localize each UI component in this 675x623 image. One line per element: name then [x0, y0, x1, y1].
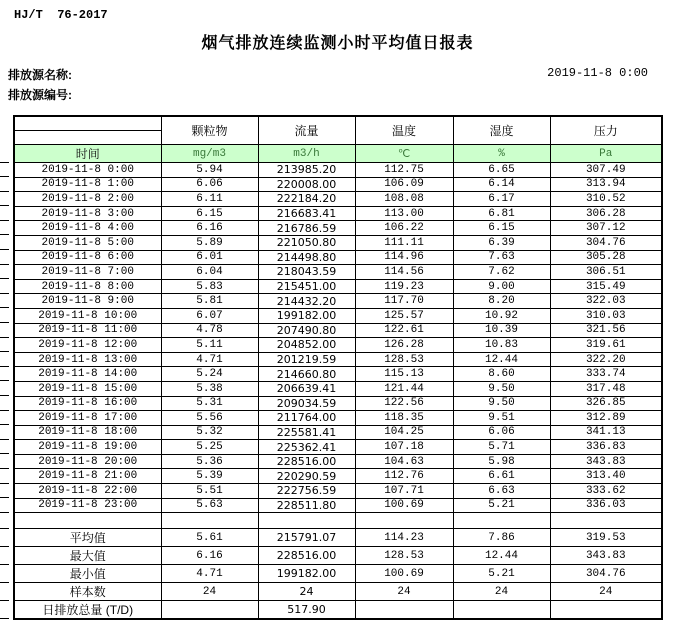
- table-row: [14, 440, 662, 455]
- summary-row: [14, 547, 662, 565]
- time-cell: 2019-11-8 5:00: [14, 235, 161, 250]
- unit-pressure: Pa: [550, 145, 662, 163]
- table-row: [14, 498, 662, 513]
- row-border-tick: [0, 512, 9, 513]
- value-cell: 214498.80: [258, 250, 355, 265]
- value-cell: 6.65: [453, 163, 550, 178]
- value-cell: 225581.41: [258, 425, 355, 440]
- summary-value: 319.53: [550, 529, 662, 547]
- value-cell: 6.39: [453, 235, 550, 250]
- row-border-tick: [0, 234, 9, 235]
- row-border-tick: [0, 205, 9, 206]
- value-cell: 5.25: [161, 440, 258, 455]
- row-border-tick: [0, 220, 9, 221]
- value-cell: 313.94: [550, 177, 662, 192]
- corner-cell-top: [14, 116, 161, 131]
- value-cell: 333.62: [550, 484, 662, 499]
- summary-row: [14, 529, 662, 547]
- summary-value: 517.90: [258, 601, 355, 620]
- time-cell: 2019-11-8 9:00: [14, 294, 161, 309]
- table-row: [14, 235, 662, 250]
- value-cell: 5.38: [161, 381, 258, 396]
- value-cell: 216786.59: [258, 221, 355, 236]
- value-cell: 9.51: [453, 411, 550, 426]
- time-cell: 2019-11-8 21:00: [14, 469, 161, 484]
- table-row: [14, 425, 662, 440]
- table-row: [14, 279, 662, 294]
- value-cell: 106.22: [355, 221, 453, 236]
- empty-cell: [14, 513, 161, 529]
- value-cell: 315.49: [550, 279, 662, 294]
- value-cell: 199182.00: [258, 308, 355, 323]
- row-border-tick: [0, 337, 9, 338]
- value-cell: 213985.20: [258, 163, 355, 178]
- summary-value: [355, 601, 453, 620]
- row-border-tick: [0, 497, 9, 498]
- row-border-tick: [0, 439, 9, 440]
- value-cell: 228516.00: [258, 454, 355, 469]
- summary-value: 5.21: [453, 565, 550, 583]
- value-cell: 312.89: [550, 411, 662, 426]
- row-border-tick: [0, 453, 9, 454]
- row-border-tick: [0, 351, 9, 352]
- time-cell: 2019-11-8 22:00: [14, 484, 161, 499]
- summary-value: [161, 601, 258, 620]
- row-border-tick: [0, 191, 9, 192]
- summary-value: 7.86: [453, 529, 550, 547]
- value-cell: 128.53: [355, 352, 453, 367]
- value-cell: 112.76: [355, 469, 453, 484]
- value-cell: 8.60: [453, 367, 550, 382]
- value-cell: 214660.80: [258, 367, 355, 382]
- report-datetime: 2019-11-8 0:00: [547, 66, 648, 80]
- time-cell: 2019-11-8 6:00: [14, 250, 161, 265]
- value-cell: 305.28: [550, 250, 662, 265]
- table-row: [14, 396, 662, 411]
- summary-value: 114.23: [355, 529, 453, 547]
- value-cell: 333.74: [550, 367, 662, 382]
- row-border-tick: [0, 546, 9, 547]
- table-row: [14, 352, 662, 367]
- value-cell: 6.04: [161, 265, 258, 280]
- value-cell: 6.11: [161, 192, 258, 207]
- source-name-label: 排放源名称:: [8, 68, 72, 82]
- value-cell: 5.89: [161, 235, 258, 250]
- table-row: [14, 250, 662, 265]
- value-cell: 211764.00: [258, 411, 355, 426]
- summary-row: [14, 583, 662, 601]
- value-cell: 115.13: [355, 367, 453, 382]
- summary-value: 4.71: [161, 565, 258, 583]
- summary-value: 304.76: [550, 565, 662, 583]
- table-row: [14, 367, 662, 382]
- value-cell: 106.09: [355, 177, 453, 192]
- value-cell: 114.56: [355, 265, 453, 280]
- source-id-label: 排放源编号:: [8, 88, 72, 102]
- value-cell: 114.96: [355, 250, 453, 265]
- table-row: [14, 221, 662, 236]
- value-cell: 7.63: [453, 250, 550, 265]
- time-cell: 2019-11-8 4:00: [14, 221, 161, 236]
- value-cell: 306.28: [550, 206, 662, 221]
- value-cell: 12.44: [453, 352, 550, 367]
- value-cell: 5.81: [161, 294, 258, 309]
- value-cell: 326.85: [550, 396, 662, 411]
- value-cell: 9.00: [453, 279, 550, 294]
- col-header-pressure: 压力: [550, 116, 662, 145]
- time-cell: 2019-11-8 20:00: [14, 454, 161, 469]
- empty-cell: [355, 513, 453, 529]
- summary-label: 最小值: [14, 565, 161, 583]
- value-cell: 310.52: [550, 192, 662, 207]
- value-cell: 122.56: [355, 396, 453, 411]
- value-cell: 306.51: [550, 265, 662, 280]
- value-cell: 5.98: [453, 454, 550, 469]
- row-border-tick: [0, 395, 9, 396]
- standard-code: HJ/T 76-2017: [14, 8, 108, 22]
- col-header-flow: 流量: [258, 116, 355, 145]
- value-cell: 9.50: [453, 381, 550, 396]
- value-cell: 6.06: [453, 425, 550, 440]
- row-border-tick: [0, 162, 9, 163]
- unit-temperature: ℃: [355, 145, 453, 163]
- table-row: [14, 308, 662, 323]
- value-cell: 5.83: [161, 279, 258, 294]
- value-cell: 6.16: [161, 221, 258, 236]
- value-cell: 5.31: [161, 396, 258, 411]
- value-cell: 5.11: [161, 338, 258, 353]
- value-cell: 307.49: [550, 163, 662, 178]
- value-cell: 107.18: [355, 440, 453, 455]
- row-border-tick: [0, 322, 9, 323]
- value-cell: 7.62: [453, 265, 550, 280]
- value-cell: 341.13: [550, 425, 662, 440]
- table-row: [14, 163, 662, 178]
- value-cell: 5.71: [453, 440, 550, 455]
- value-cell: 225362.41: [258, 440, 355, 455]
- row-border-tick: [0, 264, 9, 265]
- summary-value: 24: [161, 583, 258, 601]
- table-row: [14, 381, 662, 396]
- table-row: [14, 484, 662, 499]
- empty-cell: [258, 513, 355, 529]
- value-cell: 10.92: [453, 308, 550, 323]
- time-cell: 2019-11-8 1:00: [14, 177, 161, 192]
- summary-label: 样本数: [14, 583, 161, 601]
- value-cell: 220290.59: [258, 469, 355, 484]
- summary-value: 6.16: [161, 547, 258, 565]
- value-cell: 313.40: [550, 469, 662, 484]
- value-cell: 4.71: [161, 352, 258, 367]
- value-cell: 121.44: [355, 381, 453, 396]
- value-cell: 5.39: [161, 469, 258, 484]
- table-row: [14, 294, 662, 309]
- col-header-humidity: 湿度: [453, 116, 550, 145]
- time-cell: 2019-11-8 17:00: [14, 411, 161, 426]
- value-cell: 5.32: [161, 425, 258, 440]
- table-row: [14, 177, 662, 192]
- summary-row: [14, 601, 662, 620]
- time-cell: 2019-11-8 7:00: [14, 265, 161, 280]
- value-cell: 319.61: [550, 338, 662, 353]
- value-cell: 209034.59: [258, 396, 355, 411]
- value-cell: 322.20: [550, 352, 662, 367]
- value-cell: 122.61: [355, 323, 453, 338]
- table-row: [14, 411, 662, 426]
- value-cell: 5.51: [161, 484, 258, 499]
- spacer-row: [14, 513, 662, 529]
- value-cell: 201219.59: [258, 352, 355, 367]
- time-cell: 2019-11-8 15:00: [14, 381, 161, 396]
- empty-cell: [453, 513, 550, 529]
- row-border-tick: [0, 618, 9, 619]
- summary-value: 215791.07: [258, 529, 355, 547]
- unit-flow: m3/h: [258, 145, 355, 163]
- value-cell: 5.36: [161, 454, 258, 469]
- value-cell: 107.71: [355, 484, 453, 499]
- time-cell: 2019-11-8 14:00: [14, 367, 161, 382]
- value-cell: 317.48: [550, 381, 662, 396]
- table-row: [14, 265, 662, 280]
- summary-value: 100.69: [355, 565, 453, 583]
- summary-value: [453, 601, 550, 620]
- value-cell: 6.14: [453, 177, 550, 192]
- value-cell: 112.75: [355, 163, 453, 178]
- time-cell: 2019-11-8 12:00: [14, 338, 161, 353]
- value-cell: 220008.00: [258, 177, 355, 192]
- row-border-tick: [0, 600, 9, 601]
- value-cell: 117.70: [355, 294, 453, 309]
- value-cell: 125.57: [355, 308, 453, 323]
- value-cell: 215451.00: [258, 279, 355, 294]
- row-border-tick: [0, 528, 9, 529]
- row-border-tick: [0, 564, 9, 565]
- time-cell: 2019-11-8 3:00: [14, 206, 161, 221]
- table-row: [14, 192, 662, 207]
- value-cell: 5.94: [161, 163, 258, 178]
- summary-value: 24: [453, 583, 550, 601]
- unit-particulate: mg/m3: [161, 145, 258, 163]
- time-cell: 2019-11-8 8:00: [14, 279, 161, 294]
- value-cell: 6.17: [453, 192, 550, 207]
- value-cell: 104.63: [355, 454, 453, 469]
- table-row: [14, 469, 662, 484]
- time-header: 时间: [14, 145, 161, 163]
- summary-label: 平均值: [14, 529, 161, 547]
- value-cell: 207490.80: [258, 323, 355, 338]
- summary-value: [550, 601, 662, 620]
- corner-cell-bottom: [14, 131, 161, 145]
- table-row: [14, 323, 662, 338]
- value-cell: 5.21: [453, 498, 550, 513]
- value-cell: 108.08: [355, 192, 453, 207]
- value-cell: 126.28: [355, 338, 453, 353]
- report-table: [13, 115, 663, 620]
- row-border-tick: [0, 293, 9, 294]
- value-cell: 113.00: [355, 206, 453, 221]
- value-cell: 307.12: [550, 221, 662, 236]
- value-cell: 222184.20: [258, 192, 355, 207]
- time-cell: 2019-11-8 23:00: [14, 498, 161, 513]
- value-cell: 4.78: [161, 323, 258, 338]
- unit-humidity: %: [453, 145, 550, 163]
- summary-value: 199182.00: [258, 565, 355, 583]
- value-cell: 111.11: [355, 235, 453, 250]
- value-cell: 204852.00: [258, 338, 355, 353]
- value-cell: 6.81: [453, 206, 550, 221]
- value-cell: 214432.20: [258, 294, 355, 309]
- value-cell: 6.61: [453, 469, 550, 484]
- time-cell: 2019-11-8 10:00: [14, 308, 161, 323]
- value-cell: 228511.80: [258, 498, 355, 513]
- page-title: 烟气排放连续监测小时平均值日报表: [201, 35, 474, 52]
- value-cell: 222756.59: [258, 484, 355, 499]
- row-border-tick: [0, 468, 9, 469]
- time-cell: 2019-11-8 13:00: [14, 352, 161, 367]
- value-cell: 336.83: [550, 440, 662, 455]
- value-cell: 304.76: [550, 235, 662, 250]
- table-row: [14, 338, 662, 353]
- value-cell: 9.50: [453, 396, 550, 411]
- empty-cell: [161, 513, 258, 529]
- summary-label: 日排放总量 (T/D): [14, 601, 161, 620]
- summary-value: 128.53: [355, 547, 453, 565]
- value-cell: 216683.41: [258, 206, 355, 221]
- value-cell: 6.06: [161, 177, 258, 192]
- summary-value: 24: [355, 583, 453, 601]
- value-cell: 343.83: [550, 454, 662, 469]
- value-cell: 322.03: [550, 294, 662, 309]
- row-border-tick: [0, 366, 9, 367]
- value-cell: 6.15: [453, 221, 550, 236]
- value-cell: 6.01: [161, 250, 258, 265]
- summary-value: 12.44: [453, 547, 550, 565]
- time-cell: 2019-11-8 16:00: [14, 396, 161, 411]
- value-cell: 5.56: [161, 411, 258, 426]
- value-cell: 321.56: [550, 323, 662, 338]
- summary-label: 最大值: [14, 547, 161, 565]
- value-cell: 221050.80: [258, 235, 355, 250]
- header-row-top: [14, 116, 662, 131]
- value-cell: 218043.59: [258, 265, 355, 280]
- value-cell: 10.39: [453, 323, 550, 338]
- value-cell: 310.03: [550, 308, 662, 323]
- summary-row: [14, 565, 662, 583]
- value-cell: 6.63: [453, 484, 550, 499]
- time-cell: 2019-11-8 11:00: [14, 323, 161, 338]
- col-header-particulate: 颗粒物: [161, 116, 258, 145]
- row-border-tick: [0, 176, 9, 177]
- unit-row: [14, 145, 662, 163]
- report-table-wrap: [13, 115, 663, 620]
- col-header-temperature: 温度: [355, 116, 453, 145]
- summary-value: 343.83: [550, 547, 662, 565]
- value-cell: 336.03: [550, 498, 662, 513]
- time-cell: 2019-11-8 0:00: [14, 163, 161, 178]
- value-cell: 100.69: [355, 498, 453, 513]
- value-cell: 5.24: [161, 367, 258, 382]
- value-cell: 206639.41: [258, 381, 355, 396]
- row-border-tick: [0, 483, 9, 484]
- value-cell: 6.07: [161, 308, 258, 323]
- summary-value: 24: [258, 583, 355, 601]
- table-row: [14, 454, 662, 469]
- time-cell: 2019-11-8 18:00: [14, 425, 161, 440]
- value-cell: 118.35: [355, 411, 453, 426]
- summary-value: 228516.00: [258, 547, 355, 565]
- time-cell: 2019-11-8 2:00: [14, 192, 161, 207]
- row-border-tick: [0, 278, 9, 279]
- row-border-tick: [0, 380, 9, 381]
- value-cell: 5.63: [161, 498, 258, 513]
- value-cell: 119.23: [355, 279, 453, 294]
- value-cell: 6.15: [161, 206, 258, 221]
- value-cell: 8.20: [453, 294, 550, 309]
- summary-value: 24: [550, 583, 662, 601]
- value-cell: 10.83: [453, 338, 550, 353]
- row-border-tick: [0, 424, 9, 425]
- empty-cell: [550, 513, 662, 529]
- time-cell: 2019-11-8 19:00: [14, 440, 161, 455]
- row-border-tick: [0, 582, 9, 583]
- row-border-tick: [0, 410, 9, 411]
- summary-value: 5.61: [161, 529, 258, 547]
- row-border-tick: [0, 307, 9, 308]
- table-row: [14, 206, 662, 221]
- row-border-tick: [0, 249, 9, 250]
- value-cell: 104.25: [355, 425, 453, 440]
